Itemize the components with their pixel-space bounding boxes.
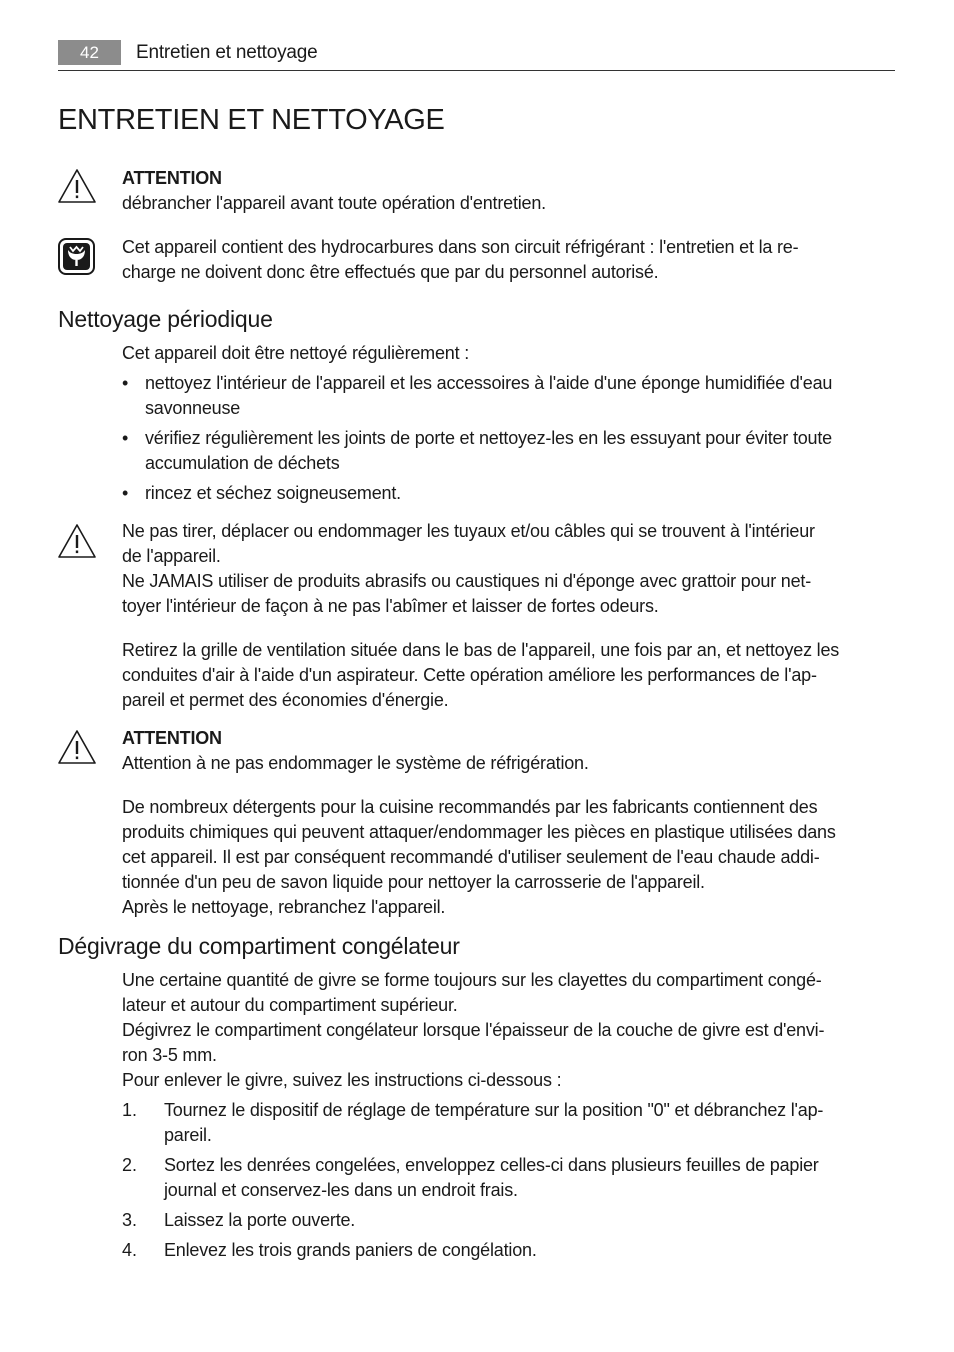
step-line-2: pareil.: [164, 1125, 212, 1145]
list-item: [164, 1153, 904, 1203]
defrost-line-3: Dégivrez le compartiment congélateur lorsque l'épaisseur de la couche de givre est d'envi-: [122, 1020, 825, 1040]
warning-text: Attention à ne pas endommager le système de réfrigération.: [122, 753, 589, 773]
warning-label: ATTENTION: [122, 168, 222, 188]
warning-triangle-icon: [57, 729, 97, 765]
step-number: 4.: [122, 1240, 138, 1260]
header-section-title: Entretien et nettoyage: [136, 42, 318, 63]
list-item: [164, 1238, 904, 1263]
detergents-line-4: tionnée d'un peu de savon liquide pour nettoyer la carrosserie de l'appareil.: [122, 872, 705, 892]
header-divider: [58, 70, 895, 71]
env-note-line-1: Cet appareil contient des hydrocarbures dans son circuit réfrigérant : l'entretien et la re-: [122, 237, 799, 257]
step-line-1: Sortez les denrées congelées, enveloppez celles-ci dans plusieurs feuilles de papier: [164, 1155, 819, 1175]
grille-line-2: conduites d'air à l'aide d'un aspirateur. Cette opération améliore les performances de l'ap-: [122, 665, 817, 685]
list-item-line-2: savonneuse: [145, 398, 241, 418]
warning-2-line-1: Ne pas tirer, déplacer ou endommager les tuyaux et/ou câbles qui se trouvent à l'intérieur: [122, 521, 815, 541]
warning-triangle-icon: [57, 523, 97, 559]
step-line-1: Laissez la porte ouverte.: [164, 1210, 356, 1230]
warning-text: débrancher l'appareil avant toute opération d'entretien.: [122, 193, 546, 213]
section-heading-periodic: Nettoyage périodique: [58, 306, 273, 332]
periodic-intro: Cet appareil doit être nettoyé régulièrement :: [122, 343, 470, 363]
detergents-line-2: produits chimiques qui peuvent attaquer/endommager les pièces en plastique utilisées dans: [122, 822, 836, 842]
warning-label: ATTENTION: [122, 728, 222, 748]
list-item: [164, 1208, 904, 1233]
defrost-line-4: ron 3-5 mm.: [122, 1045, 217, 1065]
list-item-line-1: rincez et séchez soigneusement.: [145, 483, 401, 503]
list-item-line-2: accumulation de déchets: [145, 453, 340, 473]
detergents-line-3: cet appareil. Il est par conséquent recommandé d'utiliser seulement de l'eau chaude addi-: [122, 847, 820, 867]
grille-line-1: Retirez la grille de ventilation située dans le bas de l'appareil, une fois par an, et nettoyez les: [122, 640, 840, 660]
grille-line-3: pareil et permet des économies d'énergie.: [122, 690, 449, 710]
detergents-line-1: De nombreux détergents pour la cuisine recommandés par les fabricants contiennent des: [122, 797, 818, 817]
step-number: 1.: [122, 1100, 138, 1120]
list-item-line-1: vérifiez régulièrement les joints de porte et nettoyez-les en les essuyant pour éviter toute: [145, 428, 832, 448]
step-line-1: Enlevez les trois grands paniers de congélation.: [164, 1240, 537, 1260]
warning-2-line-3: Ne JAMAIS utiliser de produits abrasifs ou caustiques ni d'éponge avec grattoir pour net-: [122, 571, 812, 591]
section-heading-defrost: Dégivrage du compartiment congélateur: [58, 933, 460, 959]
step-number: 2.: [122, 1155, 138, 1175]
env-note-line-2: charge ne doivent donc être effectués que par du personnel autorisé.: [122, 262, 659, 282]
warning-triangle-icon: [57, 168, 97, 204]
warning-2-line-4: toyer l'intérieur de façon à ne pas l'abîmer et laisser de fortes odeurs.: [122, 596, 659, 616]
list-item-line-1: nettoyez l'intérieur de l'appareil et les accessoires à l'aide d'une éponge humidifiée d'eau: [145, 373, 833, 393]
step-line-1: Tournez le dispositif de réglage de température sur la position "0" et débranchez l'ap-: [164, 1100, 824, 1120]
list-item: [145, 426, 905, 476]
detergents-line-5: Après le nettoyage, rebranchez l'appareil.: [122, 897, 446, 917]
list-item: [145, 481, 905, 506]
warning-2-line-2: de l'appareil.: [122, 546, 221, 566]
list-item: [164, 1098, 904, 1148]
list-item: [145, 371, 905, 421]
bullet-dot: •: [122, 428, 129, 448]
bullet-dot: •: [122, 483, 129, 503]
defrost-line-1: Une certaine quantité de givre se forme toujours sur les clayettes du compartiment congé-: [122, 970, 822, 990]
page-title: ENTRETIEN ET NETTOYAGE: [58, 104, 445, 136]
environment-info-icon: [58, 238, 95, 275]
defrost-line-5: Pour enlever le givre, suivez les instructions ci-dessous :: [122, 1070, 562, 1090]
step-number: 3.: [122, 1210, 138, 1230]
defrost-line-2: lateur et autour du compartiment supérieur.: [122, 995, 458, 1015]
page-number: 42: [58, 40, 121, 65]
step-line-2: journal et conservez-les dans un endroit frais.: [164, 1180, 518, 1200]
bullet-dot: •: [122, 373, 129, 393]
